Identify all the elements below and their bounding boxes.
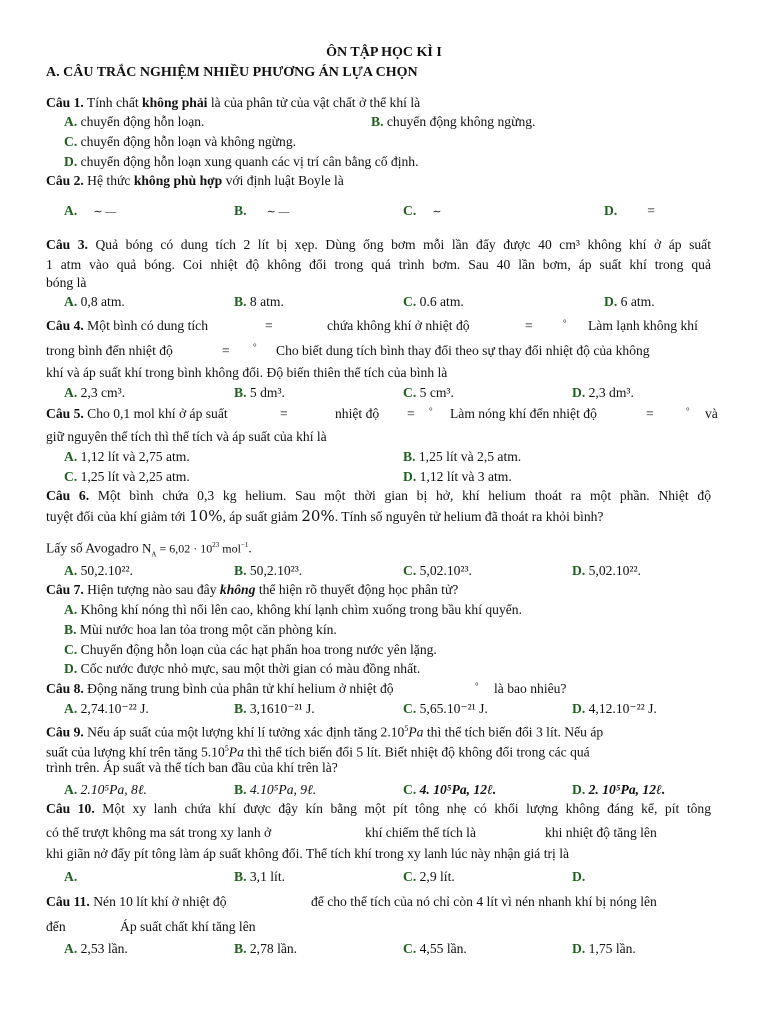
q6-option-d: D. 5,02.10²². [572, 563, 641, 578]
q4-option-c: C. 5 cm³. [403, 385, 454, 400]
q7-option-c: C. Chuyển động hỗn loạn của các hạt phấn hoa trong nước yên lặng. [64, 642, 437, 657]
q11-option-a: A. 2,53 lần. [64, 941, 128, 956]
q4-option-b: B. 5 dm³. [234, 385, 285, 400]
question-9-line-2: suất của lượng khí trên tăng 5.10$^5$Pa thì thể tích biến đổi 5 lít. Biết nhiệt độ không đổi trong các quá [46, 744, 590, 760]
question-9-line-3: trình trên. Áp suất và thể tích ban đầu của khí trên là? [46, 760, 338, 775]
q3-option-c: C. 0.6 atm. [403, 294, 464, 309]
q7-option-b: B. Mùi nước hoa lan tỏa trong một căn phòng kín. [64, 622, 337, 637]
q4-line-2-a: trong bình đến nhiệt độ [46, 343, 173, 358]
q10-option-a: A. [64, 869, 78, 884]
q5-eq-2: = [407, 406, 415, 421]
q1-option-b: B. chuyển động không ngừng. [371, 114, 536, 129]
q5-degree-1: ° [429, 406, 433, 416]
q2-option-d: D. = [604, 203, 655, 218]
q5-option-a: A. 1,12 lít và 2,75 atm. [64, 449, 190, 464]
q7-option-d: D. Cốc nước được nhỏ mực, sau một thời gian có màu đồng nhất. [64, 661, 421, 676]
q8-degree: ° [475, 681, 479, 691]
q1-option-d: D. chuyển động hỗn loạn xung quanh các vị trí cân bằng cố định. [64, 154, 419, 169]
q11-line-2-b: Áp suất chất khí tăng lên [120, 919, 256, 934]
q1-option-c: C. chuyển động hỗn loạn và không ngừng. [64, 134, 297, 149]
q4-text-f: Làm lạnh không khí [588, 318, 698, 333]
q6-option-c: C. 5,02.10²³. [403, 563, 472, 578]
q11-option-b: B. 2,78 lần. [234, 941, 298, 956]
question-3: Câu 3. Quả bóng có dung tích 2 lít bị xẹp. Dùng ống bơm mỗi lần đẩy được 40 cm³ không khí ở áp suất [46, 237, 711, 252]
q5-option-d: D. 1,12 lít và 3 atm. [403, 469, 512, 484]
q4-eq-2: = [525, 318, 533, 333]
q5-eq-1: = [280, 406, 288, 421]
q11-line-1-b: để cho thể tích của nó chỉ còn 4 lít vì nén nhanh khí bị nóng lên [311, 894, 657, 909]
question-6-line-2: tuyệt đối của khí giảm tới 10%, áp suất giảm 20%. Tính số nguyên tử helium đã thoát ra khỏi bình? [46, 507, 604, 525]
q5-option-b: B. 1,25 lít và 2,5 atm. [403, 449, 522, 464]
question-11: Câu 11. Nén 10 lít khí ở nhiệt độ [46, 894, 227, 909]
question-10: Câu 10. Một xy lanh chứa khí được đậy kín bằng một pít tông nhẹ có khối lượng không đáng kể, pít tông [46, 801, 711, 816]
q2-option-b: B. ∼ — [234, 203, 290, 218]
q8-text-post: là bao nhiêu? [494, 681, 567, 696]
q5-text-i: và [705, 406, 718, 421]
page-title: ÔN TẬP HỌC KÌ I [326, 45, 442, 60]
question-8: Câu 8. Động năng trung bình của phân tử khí helium ở nhiệt độ [46, 681, 394, 696]
question-9: Câu 9. Nếu áp suất của một lượng khí lí tưởng xác định tăng 2.10$^5$Pa thì thể tích biến đổi 3 lít. Nếu áp [46, 724, 604, 740]
q5-eq-3: = [646, 406, 654, 421]
q10-line-2-a: có thể trượt không ma sát trong xy lanh ở [46, 825, 272, 840]
q4-eq-1: = [265, 318, 273, 333]
q9-option-d: D. 2. 10⁵Pa, 12ℓ. [572, 782, 666, 797]
q4-eq-3: = [222, 343, 230, 358]
question-4: Câu 4. Một bình có dung tích [46, 318, 209, 333]
question-10-line-3: khi giãn nở đẩy pít tông làm áp suất không đổi. Thể tích khí trong xy lanh lúc này nhận giá trị là [46, 846, 570, 861]
q10-line-2-c: khi nhiệt độ tăng lên [545, 825, 657, 840]
q11-line-2-a: đến [46, 919, 66, 934]
q11-option-d: D. 1,75 lần. [572, 941, 636, 956]
q4-degree-2: ° [253, 342, 257, 352]
q1-option-a: A. chuyển động hỗn loạn. [64, 114, 205, 129]
q4-option-a: A. 2,3 cm³. [64, 385, 126, 400]
q5-text-c: nhiệt độ [335, 406, 380, 421]
q8-option-d: D. 4,12.10⁻²² J. [572, 701, 657, 716]
q5-text-f: Làm nóng khí đến nhiệt độ [450, 406, 597, 421]
q9-option-a: A. 2.10⁵Pa, 8ℓ. [64, 782, 147, 797]
q9-option-b: B. 4.10⁵Pa, 9ℓ. [234, 782, 317, 797]
q4-text-c: chứa không khí ở nhiệt độ [327, 318, 470, 333]
question-1: Câu 1. Tính chất không phải là của phân tử của vật chất ở thể khí là [46, 95, 421, 110]
q5-degree-2: ° [686, 406, 690, 416]
question-5-line-2: giữ nguyên thể tích thì thể tích và áp suất của khí là [46, 429, 327, 444]
section-heading: A. CÂU TRẮC NGHIỆM NHIỀU PHƯƠNG ÁN LỰA CHỌN [46, 65, 418, 80]
q9-option-c: C. 4. 10⁵Pa, 12ℓ. [403, 782, 497, 797]
q6-option-a: A. 50,2.10²². [64, 563, 133, 578]
q3-option-d: D. 6 atm. [604, 294, 655, 309]
q10-line-2-b: khí chiếm thể tích là [365, 825, 476, 840]
q6-option-b: B. 50,2.10²³. [234, 563, 303, 578]
q10-option-d: D. [572, 869, 586, 884]
q3-option-b: B. 8 atm. [234, 294, 284, 309]
q4-degree-1: ° [563, 318, 567, 328]
question-5: Câu 5. Cho 0,1 mol khí ở áp suất [46, 406, 228, 421]
question-4-line-3: khí và áp suất khí trong bình không đổi. Độ biến thiên thể tích của bình là [46, 365, 448, 380]
q8-option-b: B. 3,1610⁻²¹ J. [234, 701, 315, 716]
q4-option-d: D. 2,3 dm³. [572, 385, 634, 400]
q8-option-a: A. 2,74.10⁻²² J. [64, 701, 149, 716]
question-6-line-3: Lấy số Avogadro $N_A = 6,02 \cdot 10^{23}$ mol$^{-1}$. [46, 540, 252, 559]
q3-option-a: A. 0,8 atm. [64, 294, 125, 309]
q8-option-c: C. 5,65.10⁻²¹ J. [403, 701, 488, 716]
question-6: Câu 6. Một bình chứa 0,3 kg helium. Sau một thời gian bị hở, khí helium thoát ra một phần. Nhiệt độ [46, 488, 711, 503]
q2-option-a: A. ∼ — [64, 203, 117, 218]
question-3-line-2: 1 atm vào quả bóng. Coi nhiệt độ không đổi trong quá trình bơm. Sau 40 lần bơm, áp suất khí trong quả [46, 257, 711, 272]
question-2: Câu 2. Hệ thức không phù hợp với định luật Boyle là [46, 173, 344, 188]
question-3-line-3: bóng là [46, 275, 87, 290]
q10-option-c: C. 2,9 lít. [403, 869, 455, 884]
question-7: Câu 7. Hiện tượng nào sau đây không thể hiện rõ thuyết động học phân tử? [46, 582, 459, 597]
q10-option-b: B. 3,1 lít. [234, 869, 285, 884]
q7-option-a: A. Không khí nóng thì nổi lên cao, không khí lạnh chìm xuống trong bầu khí quyển. [64, 602, 522, 617]
q11-option-c: C. 4,55 lần. [403, 941, 467, 956]
q2-option-c: C. ∼ [403, 203, 442, 218]
q5-option-c: C. 1,25 lít và 2,25 atm. [64, 469, 190, 484]
q4-line-2-d: Cho biết dung tích bình thay đổi theo sự thay đổi nhiệt độ của không [276, 343, 650, 358]
